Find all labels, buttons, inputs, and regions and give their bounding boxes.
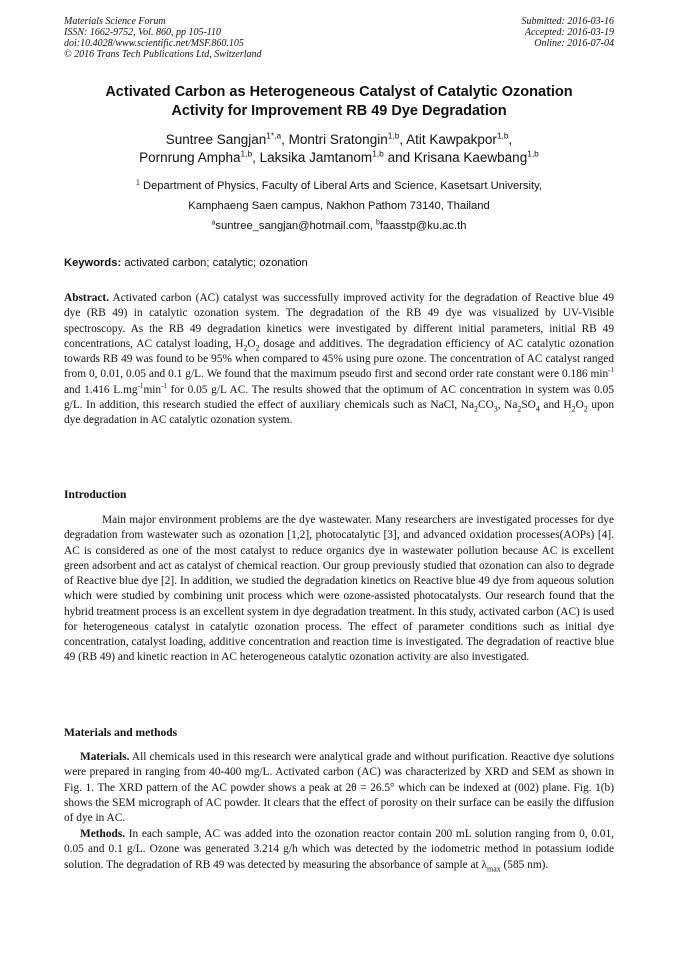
materials-paragraph: Materials. All chemicals used in this research were analytical grade and without purification. Reactive dye solutions were prepared in ranging from 40-400 mg/L. Activated carbon (AC) was characterized by XRD and SEM as shown in Fig. 1. The XRD pattern of the AC powder shows a peak at 2θ = 26.5° which can be indexed at (002) plane. Fig. 1(b) shows the SEM micrograph of AC powder. It clears that the effect of porosity on their surface can be easily the diffusion of dye in AC. bbox=[64, 751, 614, 824]
keywords-label: Keywords: bbox=[64, 257, 122, 269]
title-line-1: Activated Carbon as Heterogeneous Catalyst of Catalytic Ozonation bbox=[105, 84, 573, 100]
dates-info bbox=[522, 16, 615, 49]
author-list: Suntree Sangjan$^{1*,a}$, Montri Sratongin$^{1,b}$, Atit Kawpakpor$^{1,b}$, Pornrung Ampha$^{1,b}$, Laksika Jamtanom$^{1,b}$ and Krisana Kaewbang$^{1,b}$ bbox=[139, 130, 539, 165]
author-name: Pornrung Ampha bbox=[139, 150, 241, 165]
author-affil-mark: 1,b bbox=[387, 130, 400, 141]
accepted-date: Accepted: 2016-03-19 bbox=[524, 27, 614, 38]
author-affil-mark: 1*,a bbox=[266, 130, 282, 141]
author-affil-mark: 1,b bbox=[496, 130, 509, 141]
title-line-2: Activity for Improvement RB 49 Dye Degradation bbox=[171, 103, 507, 119]
methods-label: Methods. bbox=[80, 828, 126, 840]
paper-title bbox=[60, 83, 618, 121]
methods-heading: Materials and methods bbox=[64, 727, 178, 739]
journal-name: Materials Science Forum bbox=[64, 16, 166, 27]
abstract: Abstract. Activated carbon (AC) catalyst was successfully improved activity for the degradation of Reactive blue 49 dye (RB 49) in catalytic ozonation system. The degradation of the RB 49 dye was visualized by UV-Visible spectroscopy. As the RB 49 degradation kinetics were investigated by different initial parameters, initial RB 49 concentrations, AC catalyst loading, $H_2O_2$ dosage and additives. The degradation efficiency of AC catalytic ozonation towards RB 49 was found to be 95% when compared to 45% using pure ozone. The concentration of AC catalyst ranged from 0, 0.01, 0.05 and 0.1 g/L. We found that the maximum pseudo first and second order rate constant were 0.186 $\min^{-1}$ and 1.416 $L.mg^{-1}\min^{-1}$ for 0.05 g/L AC. The results showed that the optimum of AC concentration in system was 0.05 g/L. In addition, this research studied the effect of auxiliary chemicals such as NaCl, $Na_2CO_3$, $Na_2SO_4$ and $H_2O_2$ upon dye degradation in AC catalytic ozonation system. bbox=[64, 292, 615, 426]
author-name: Atit Kawpakpor bbox=[406, 132, 497, 147]
affil-number: 1 bbox=[136, 179, 140, 187]
abstract-label: Abstract. bbox=[64, 292, 110, 304]
copyright-line: © 2016 Trans Tech Publications Ltd, Switzerland bbox=[64, 49, 262, 60]
materials-label: Materials. bbox=[80, 751, 130, 763]
author-name: Krisana Kaewbang bbox=[413, 150, 528, 165]
author-affil-mark: 1,b bbox=[527, 148, 539, 159]
keywords bbox=[64, 256, 614, 270]
author-name: Montri Sratongin bbox=[288, 132, 388, 147]
author-conjunction: and bbox=[387, 150, 411, 165]
issn-line: ISSN: 1662-9752, Vol. 860, pp 105-110 bbox=[64, 27, 222, 38]
keywords-text: activated carbon; catalytic; ozonation bbox=[124, 257, 308, 269]
affiliation-line-1: $^1$ Department of Physics, Faculty of Liberal Arts and Science, Kasetsart University, bbox=[136, 179, 542, 192]
introduction-body: Main major environment problems are the dye wastewater. Many researchers are investigated processes for dye degradation from wastewater such as ozonation [1,2], photocatalytic [3], and advanced oxidation processes(AOPs) [4]. AC is considered as one of the most catalyst to reduce organics dye in wastewater pollution because AC is excellent green adsorbent and act as catalyst of chemical reaction. Our group previously studied that ozonation can also to degrade of Reactive blue dye [2]. In addition, we studied the degradation kinetics on Reactive blue 49 dye from aqueous solution which were studied by combining unit process which were ozone-assisted photocatalysts. Our research found that the hybrid treatment process is an excellent system in dye degradation treatment. In this study, activated carbon (AC) is used for heterogeneous catalyst in catalytic ozonation process. The effect of parameter conditions such as initial dye concentration, catalyst loading, additive concentration and reaction time is investigated. The degradation of reactive blue 49 (RB 49) and kinetic reaction in AC heterogeneous catalytic ozonation activity are also investigated. bbox=[64, 514, 614, 664]
methods-paragraph: Methods. In each sample, AC was added into the ozonation reactor contain 200 mL solution ranging from 0, 0.01, 0.05 and 0.1 g/L. Ozone was generated 3.214 g/h which was detected by the iodometric method in potassium iodide solution. The degradation of RB 49 was detected by measuring the absorbance of sample at $\lambda_{max}$ (585 nm). bbox=[64, 828, 614, 873]
author-affil-mark: 1,b bbox=[240, 148, 253, 159]
journal-info bbox=[64, 16, 262, 60]
email-link-a[interactable]: suntree_sangjan@hotmail.com bbox=[215, 220, 370, 232]
author-name: Suntree Sangjan bbox=[165, 132, 267, 147]
author-affil-mark: 1,b bbox=[372, 148, 384, 159]
affiliation bbox=[50, 176, 628, 236]
affiliation-line-2: Kamphaeng Saen campus, Nakhon Pathom 73140, Thailand bbox=[188, 200, 490, 212]
submitted-date: Submitted: 2016-03-16 bbox=[521, 16, 614, 27]
author-name: Laksika Jamtanom bbox=[259, 150, 373, 165]
doi-line[interactable]: doi:10.4028/www.scientific.net/MSF.860.105 bbox=[64, 38, 244, 49]
email-link-b[interactable]: faasstp@ku.ac.th bbox=[379, 220, 467, 232]
introduction-heading: Introduction bbox=[64, 489, 127, 501]
email-line: $^a$suntree_sangjan@hotmail.com, $^b$faasstp@ku.ac.th bbox=[211, 219, 467, 232]
online-date: Online: 2016-07-04 bbox=[534, 38, 614, 49]
